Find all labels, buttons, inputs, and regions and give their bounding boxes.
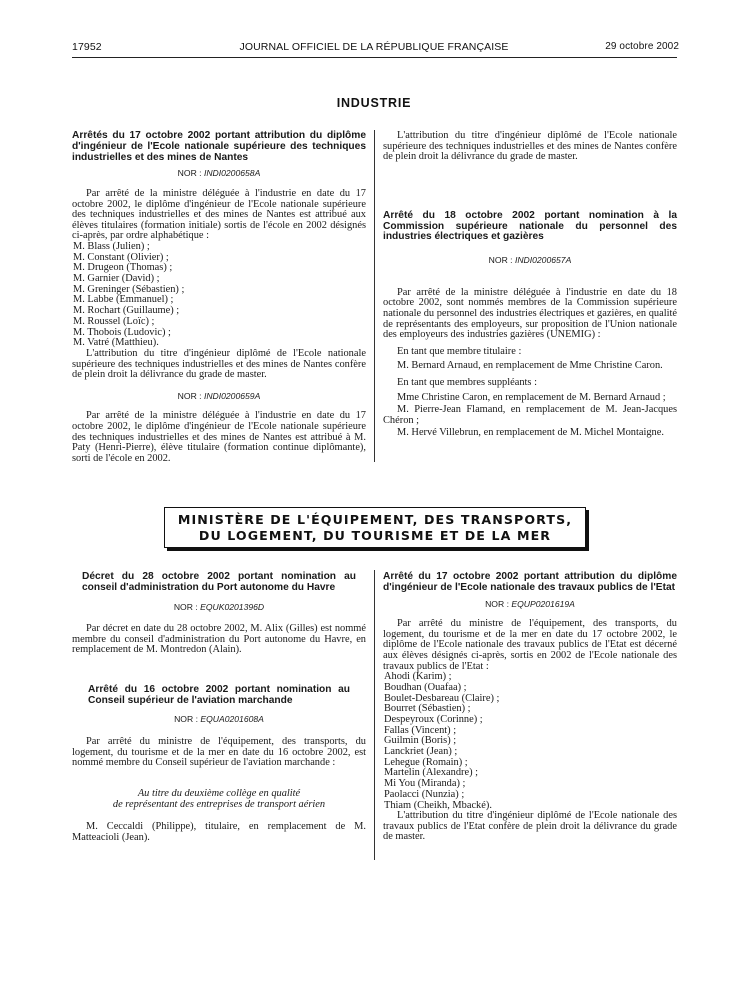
- article-body: Par décret en date du 28 octobre 2002, M. Alix (Gilles) est nommé membre du conseil d'administration du Port autonome du Havre, en remplacement de M. Montredon (Alain).: [72, 623, 366, 656]
- article-body: Par arrêté de la ministre déléguée à l'industrie en date du 17 octobre 2002, le diplôme d'ingénieur de l'Ecole nationale supérieure des techniques industrielles et des mines de Nantes est attribué à M. Paty (Henri-Pierre), élève titulaire (formation continue diplômante), sorti de l'école en 2002.: [72, 410, 366, 464]
- list-item: Despeyroux (Corinne) ;: [384, 713, 483, 725]
- nor-reference: [72, 168, 366, 179]
- list-item: Boudhan (Ouafaa) ;: [384, 681, 467, 693]
- section2-left-column: [72, 572, 366, 843]
- list-item: Lanckriet (Jean) ;: [384, 746, 458, 758]
- column-divider: [374, 570, 375, 860]
- nor-label: NOR :: [173, 601, 201, 612]
- section-title-industrie: INDUSTRIE: [336, 96, 412, 110]
- nor-reference: [383, 599, 677, 610]
- list-item: M. Labbe (Emmanuel) ;: [73, 294, 174, 306]
- nor-code: EQUK0201396D: [200, 601, 265, 612]
- ministry-heading-box: [164, 507, 586, 548]
- list-item: Paolacci (Nunzia) ;: [384, 788, 465, 800]
- nor-code: INDI0200658A: [203, 168, 261, 179]
- page-number: 17952: [72, 41, 102, 53]
- article-continuation: L'attribution du titre d'ingénieur diplômé de l'Ecole nationale supérieure des techniques industrielles et des mines de Nantes confère de plein droit la délivrance du grade de master.: [383, 130, 677, 163]
- list-item: M. Rochart (Guillaume) ;: [73, 305, 180, 317]
- nor-reference: [72, 602, 366, 613]
- section1-left-column: [72, 131, 366, 464]
- nor-code: INDI0200657A: [514, 255, 572, 266]
- list-item: Ahodi (Karim) ;: [384, 671, 452, 683]
- nor-label: NOR :: [177, 390, 204, 401]
- nor-label: NOR :: [177, 168, 204, 179]
- nor-code: EQUP0201619A: [511, 598, 575, 609]
- list-item: Thiam (Cheikh, Mbacké).: [384, 799, 492, 811]
- list-item: Fallas (Vincent) ;: [384, 724, 457, 736]
- nor-reference: [72, 714, 366, 725]
- member-entry: M. Ceccaldi (Philippe), titulaire, en remplacement de M. Matteacioli (Jean).: [72, 821, 366, 843]
- issue-date: 29 octobre 2002: [605, 41, 679, 52]
- article-body: Par arrêté du ministre de l'équipement, des transports, du logement, du tourisme et de la mer en date du 17 octobre 2002, le diplôme de l'Ecole nationale des travaux publics de l'Etat est décerné aux élèves désignés ci-après, sortis en 2002 de l'Ecole nationale des travaux publics de l'Etat :: [383, 618, 677, 672]
- article-title: Décret du 28 octobre 2002 portant nomination au conseil d'administration du Port autonome du Havre: [82, 571, 356, 593]
- ministry-title-line1: MINISTÈRE DE L'ÉQUIPEMENT, DES TRANSPORTS,: [177, 511, 573, 527]
- journal-title: JOURNAL OFFICIEL DE LA RÉPUBLIQUE FRANÇAISE: [239, 41, 509, 53]
- list-item: Boulet-Desbareau (Claire) ;: [384, 692, 500, 704]
- nor-label: NOR :: [485, 598, 512, 609]
- nor-code: EQUA0201608A: [200, 713, 264, 724]
- list-item: M. Blass (Julien) ;: [73, 240, 150, 252]
- article-title: Arrêté du 18 octobre 2002 portant nomination à la Commission supérieure nationale du personnel des industries électriques et gazières: [383, 209, 677, 243]
- list-item: M. Greninger (Sébastien) ;: [73, 283, 185, 295]
- member-entry: M. Bernard Arnaud, en remplacement de Mme Christine Caron.: [397, 360, 663, 372]
- article-title: Arrêté du 17 octobre 2002 portant attribution du diplôme d'ingénieur de l'Ecole nationale des travaux publics de l'Etat: [383, 571, 677, 593]
- list-item: M. Vatré (Matthieu).: [73, 337, 159, 349]
- list-item: Bourret (Sébastien) ;: [384, 703, 471, 715]
- section2-right-column: [383, 572, 677, 843]
- list-item: Guilmin (Boris) ;: [384, 735, 457, 747]
- article-title: Arrêté du 16 octobre 2002 portant nomination au Conseil supérieur de l'aviation marchande: [88, 683, 350, 706]
- nor-label: NOR :: [488, 255, 515, 266]
- student-list: [383, 672, 677, 811]
- article-body: Par arrêté de la ministre déléguée à l'industrie en date du 17 octobre 2002, le diplôme d'ingénieur de l'Ecole nationale supérieure des techniques industrielles et des mines de Nantes est attribué aux élèves titulaires (formation initiale) sortis de l'école en 2002 désignés ci-après, par ordre alphabétique :: [72, 187, 366, 242]
- subheading: En tant que membres suppléants :: [397, 376, 537, 388]
- section1-right-column: [383, 131, 677, 439]
- nor-reference: [72, 391, 366, 402]
- nor-reference: [383, 255, 677, 266]
- list-item: Martelin (Alexandre) ;: [384, 767, 479, 779]
- list-item: M. Roussel (Loïc) ;: [73, 315, 155, 327]
- column-divider: [374, 130, 375, 462]
- ministry-title-line2: DU LOGEMENT, DU TOURISME ET DE LA MER: [198, 527, 552, 543]
- nor-code: INDI0200659A: [203, 390, 261, 401]
- list-item: M. Garnier (David) ;: [73, 273, 160, 285]
- college-heading: de représentant des entreprises de transport aérien: [112, 798, 326, 810]
- college-heading: Au titre du deuxième collège en qualité: [137, 787, 301, 799]
- list-item: Mi You (Miranda) ;: [384, 778, 466, 790]
- header-rule: [72, 57, 677, 58]
- article-closing: L'attribution du titre d'ingénieur diplômé de l'Ecole nationale supérieure des techniques industrielles et des mines de Nantes confère de plein droit la délivrance du grade de master.: [72, 347, 366, 381]
- article-body: Par arrêté de la ministre déléguée à l'industrie en date du 18 octobre 2002, sont nommés membres de la Commission supérieure nationale du personnel des industries électriques et gazières, en qualité de représentants des employeurs, sur proposition de l'Union nationale des employeurs des industries gazières (UNEMIG) :: [383, 286, 677, 341]
- member-entry: M. Pierre-Jean Flamand, en remplacement de M. Jean-Jacques Chéron ;: [383, 404, 677, 426]
- subheading: En tant que membre titulaire :: [397, 345, 522, 357]
- member-entry: Mme Christine Caron, en remplacement de M. Bernard Arnaud ;: [397, 391, 666, 403]
- list-item: M. Drugeon (Thomas) ;: [73, 262, 173, 274]
- nor-label: NOR :: [174, 713, 201, 724]
- list-item: M. Constant (Olivier) ;: [73, 251, 169, 263]
- member-entry: M. Hervé Villebrun, en remplacement de M. Michel Montaigne.: [397, 427, 664, 439]
- article-closing: L'attribution du titre d'ingénieur diplômé de l'Ecole nationale des travaux publics de l'Etat confère de plein droit la délivrance du grade de master.: [383, 810, 677, 843]
- article-body: Par arrêté du ministre de l'équipement, des transports, du logement, du tourisme et de la mer en date du 16 octobre 2002, est nommé membre du Conseil supérieur de l'aviation marchande :: [72, 736, 366, 769]
- list-item: Lehegue (Romain) ;: [384, 756, 468, 768]
- student-list: [72, 242, 366, 349]
- list-item: M. Thobois (Ludovic) ;: [73, 326, 171, 338]
- article-title: Arrêtés du 17 octobre 2002 portant attribution du diplôme d'ingénieur de l'Ecole nationale supérieure des techniques industrielles et des mines de Nantes: [72, 130, 366, 163]
